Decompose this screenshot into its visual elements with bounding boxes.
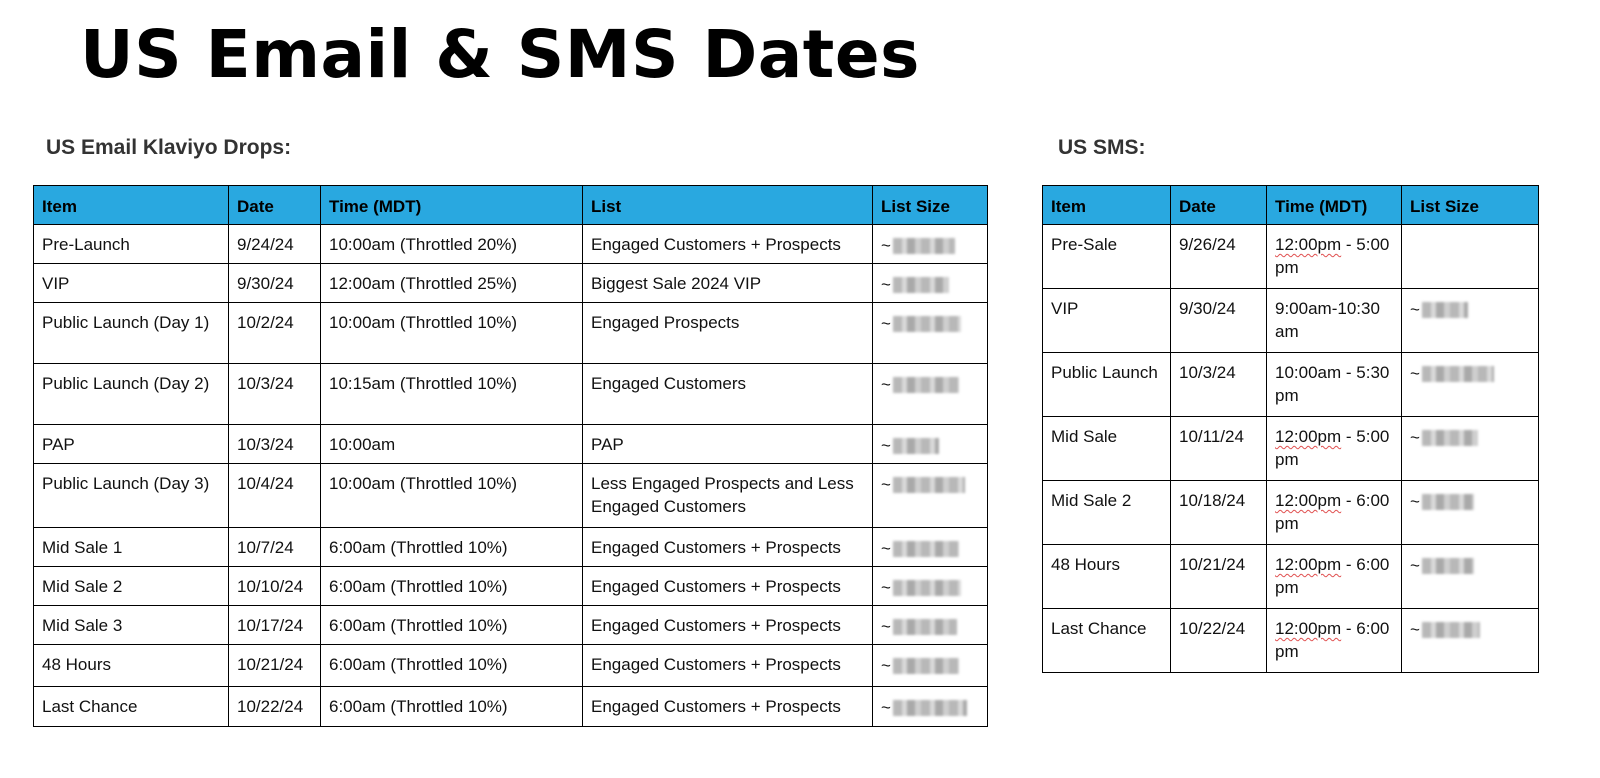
approx-symbol: ~ <box>1410 300 1420 320</box>
redacted-value <box>893 377 959 393</box>
redacted-value <box>893 580 961 596</box>
date-cell: 10/3/24 <box>1171 353 1267 417</box>
list-cell: Engaged Customers + Prospects <box>583 567 873 606</box>
item-cell: Pre-Sale <box>1043 225 1171 289</box>
time-start: 12:00pm <box>1275 555 1342 574</box>
redacted-value <box>1422 430 1478 446</box>
table-row <box>1043 225 1539 289</box>
list-cell: Engaged Customers <box>583 364 873 425</box>
table-row <box>34 264 988 303</box>
list-size-cell <box>873 606 988 645</box>
table-row <box>34 645 988 687</box>
time-cell <box>1267 417 1402 481</box>
table-row <box>34 528 988 567</box>
list-size-cell <box>873 464 988 528</box>
list-size-cell <box>873 303 988 364</box>
time-start: 9:00am-10:30 <box>1275 299 1380 318</box>
approx-symbol: ~ <box>881 698 891 718</box>
column-header-date: Date <box>1171 186 1267 225</box>
column-header-item: Item <box>34 186 229 225</box>
table-row <box>1043 417 1539 481</box>
date-cell: 10/17/24 <box>229 606 321 645</box>
item-cell: Mid Sale 1 <box>34 528 229 567</box>
approx-symbol: ~ <box>1410 556 1420 576</box>
list-size-cell <box>1402 609 1539 673</box>
item-cell: 48 Hours <box>34 645 229 687</box>
list-size-cell <box>873 567 988 606</box>
item-cell: Mid Sale 2 <box>1043 481 1171 545</box>
table-row <box>34 225 988 264</box>
approx-symbol: ~ <box>1410 620 1420 640</box>
list-size-cell <box>1402 289 1539 353</box>
date-cell: 9/30/24 <box>229 264 321 303</box>
time-cell: 10:15am (Throttled 10%) <box>321 364 583 425</box>
item-cell: 48 Hours <box>1043 545 1171 609</box>
time-start: 12:00pm <box>1275 427 1342 446</box>
email-drops-table <box>33 185 988 727</box>
time-cell: 10:00am (Throttled 10%) <box>321 464 583 528</box>
column-header-date: Date <box>229 186 321 225</box>
time-start: 10:00am <box>1275 363 1342 382</box>
approx-symbol: ~ <box>881 578 891 598</box>
approx-symbol: ~ <box>881 275 891 295</box>
column-header-time: Time (MDT) <box>321 186 583 225</box>
table-row <box>34 364 988 425</box>
time-end: - 6:00 pm <box>1275 491 1390 533</box>
list-size-cell <box>1402 417 1539 481</box>
date-cell: 9/26/24 <box>1171 225 1267 289</box>
approx-symbol: ~ <box>1410 428 1420 448</box>
redacted-value <box>893 619 957 635</box>
date-cell: 10/21/24 <box>229 645 321 687</box>
list-size-cell <box>1402 353 1539 417</box>
time-cell <box>1267 289 1402 353</box>
time-cell: 6:00am (Throttled 10%) <box>321 645 583 687</box>
redacted-value <box>1422 302 1468 318</box>
redacted-value <box>1422 366 1494 382</box>
redacted-value <box>893 316 961 332</box>
time-end: - 5:00 pm <box>1275 427 1390 469</box>
sms-table-header-row <box>1043 186 1539 225</box>
date-cell: 10/3/24 <box>229 364 321 425</box>
redacted-value <box>893 700 967 716</box>
time-cell: 12:00am (Throttled 25%) <box>321 264 583 303</box>
approx-symbol: ~ <box>881 539 891 559</box>
approx-symbol: ~ <box>881 617 891 637</box>
table-row <box>1043 545 1539 609</box>
item-cell: Public Launch (Day 2) <box>34 364 229 425</box>
time-cell: 6:00am (Throttled 10%) <box>321 606 583 645</box>
time-start: 12:00pm <box>1275 491 1342 510</box>
list-size-cell <box>873 364 988 425</box>
table-row <box>1043 609 1539 673</box>
date-cell: 10/3/24 <box>229 425 321 464</box>
time-cell: 6:00am (Throttled 10%) <box>321 567 583 606</box>
table-row <box>34 687 988 727</box>
table-row <box>34 567 988 606</box>
time-cell: 6:00am (Throttled 10%) <box>321 687 583 727</box>
column-header-item: Item <box>1043 186 1171 225</box>
time-cell <box>1267 609 1402 673</box>
item-cell: PAP <box>34 425 229 464</box>
date-cell: 10/21/24 <box>1171 545 1267 609</box>
item-cell: Mid Sale <box>1043 417 1171 481</box>
time-end: - 6:00 pm <box>1275 555 1390 597</box>
approx-symbol: ~ <box>1410 364 1420 384</box>
list-size-cell <box>873 645 988 687</box>
list-cell: Engaged Customers + Prospects <box>583 645 873 687</box>
email-section-heading: US Email Klaviyo Drops: <box>46 136 292 159</box>
date-cell: 10/11/24 <box>1171 417 1267 481</box>
time-cell <box>1267 225 1402 289</box>
item-cell: VIP <box>34 264 229 303</box>
column-header-list-size: List Size <box>1402 186 1539 225</box>
date-cell: 10/4/24 <box>229 464 321 528</box>
redacted-value <box>893 238 955 254</box>
date-cell: 10/7/24 <box>229 528 321 567</box>
item-cell: Public Launch (Day 1) <box>34 303 229 364</box>
list-cell: Engaged Prospects <box>583 303 873 364</box>
date-cell: 9/30/24 <box>1171 289 1267 353</box>
sms-section-heading: US SMS: <box>1058 136 1146 159</box>
redacted-value <box>893 658 959 674</box>
list-size-cell <box>873 225 988 264</box>
date-cell: 10/22/24 <box>1171 609 1267 673</box>
time-end: - 6:00 pm <box>1275 619 1390 661</box>
approx-symbol: ~ <box>881 314 891 334</box>
time-end: am <box>1275 322 1299 341</box>
list-size-cell <box>1402 225 1539 289</box>
table-row <box>34 464 988 528</box>
list-size-cell <box>873 528 988 567</box>
date-cell: 10/18/24 <box>1171 481 1267 545</box>
redacted-value <box>1422 558 1474 574</box>
date-cell: 10/2/24 <box>229 303 321 364</box>
table-row <box>34 303 988 364</box>
item-cell: Last Chance <box>1043 609 1171 673</box>
approx-symbol: ~ <box>881 475 891 495</box>
email-table-header-row <box>34 186 988 225</box>
table-row <box>1043 353 1539 417</box>
list-size-cell <box>1402 545 1539 609</box>
redacted-value <box>893 477 965 493</box>
table-row <box>34 606 988 645</box>
redacted-value <box>1422 622 1480 638</box>
time-cell <box>1267 353 1402 417</box>
time-start: 12:00pm <box>1275 235 1342 254</box>
item-cell: Last Chance <box>34 687 229 727</box>
time-cell: 10:00am <box>321 425 583 464</box>
list-size-cell <box>1402 481 1539 545</box>
redacted-value <box>893 277 949 293</box>
date-cell: 10/10/24 <box>229 567 321 606</box>
item-cell: VIP <box>1043 289 1171 353</box>
time-start: 12:00pm <box>1275 619 1342 638</box>
time-cell <box>1267 481 1402 545</box>
column-header-time: Time (MDT) <box>1267 186 1402 225</box>
redacted-value <box>1422 494 1474 510</box>
list-cell: Biggest Sale 2024 VIP <box>583 264 873 303</box>
list-cell: Less Engaged Prospects and Less Engaged Customers <box>583 464 873 528</box>
redacted-value <box>893 438 939 454</box>
item-cell: Public Launch <box>1043 353 1171 417</box>
list-size-cell <box>873 264 988 303</box>
approx-symbol: ~ <box>881 236 891 256</box>
table-row <box>34 425 988 464</box>
time-end: - 5:30 pm <box>1275 363 1390 405</box>
item-cell: Mid Sale 3 <box>34 606 229 645</box>
list-cell: PAP <box>583 425 873 464</box>
time-cell: 6:00am (Throttled 10%) <box>321 528 583 567</box>
time-cell: 10:00am (Throttled 20%) <box>321 225 583 264</box>
list-cell: Engaged Customers + Prospects <box>583 528 873 567</box>
date-cell: 9/24/24 <box>229 225 321 264</box>
approx-symbol: ~ <box>881 656 891 676</box>
approx-symbol: ~ <box>1410 492 1420 512</box>
table-row <box>1043 289 1539 353</box>
item-cell: Mid Sale 2 <box>34 567 229 606</box>
list-size-cell <box>873 687 988 727</box>
approx-symbol: ~ <box>881 375 891 395</box>
column-header-list-size: List Size <box>873 186 988 225</box>
column-header-list: List <box>583 186 873 225</box>
list-cell: Engaged Customers + Prospects <box>583 606 873 645</box>
time-end: - 5:00 pm <box>1275 235 1390 277</box>
redacted-value <box>893 541 959 557</box>
list-size-cell <box>873 425 988 464</box>
item-cell: Public Launch (Day 3) <box>34 464 229 528</box>
date-cell: 10/22/24 <box>229 687 321 727</box>
sms-table <box>1042 185 1539 673</box>
approx-symbol: ~ <box>881 436 891 456</box>
list-cell: Engaged Customers + Prospects <box>583 225 873 264</box>
time-cell: 10:00am (Throttled 10%) <box>321 303 583 364</box>
time-cell <box>1267 545 1402 609</box>
table-row <box>1043 481 1539 545</box>
page-title: US Email & SMS Dates <box>80 16 920 93</box>
list-cell: Engaged Customers + Prospects <box>583 687 873 727</box>
item-cell: Pre-Launch <box>34 225 229 264</box>
